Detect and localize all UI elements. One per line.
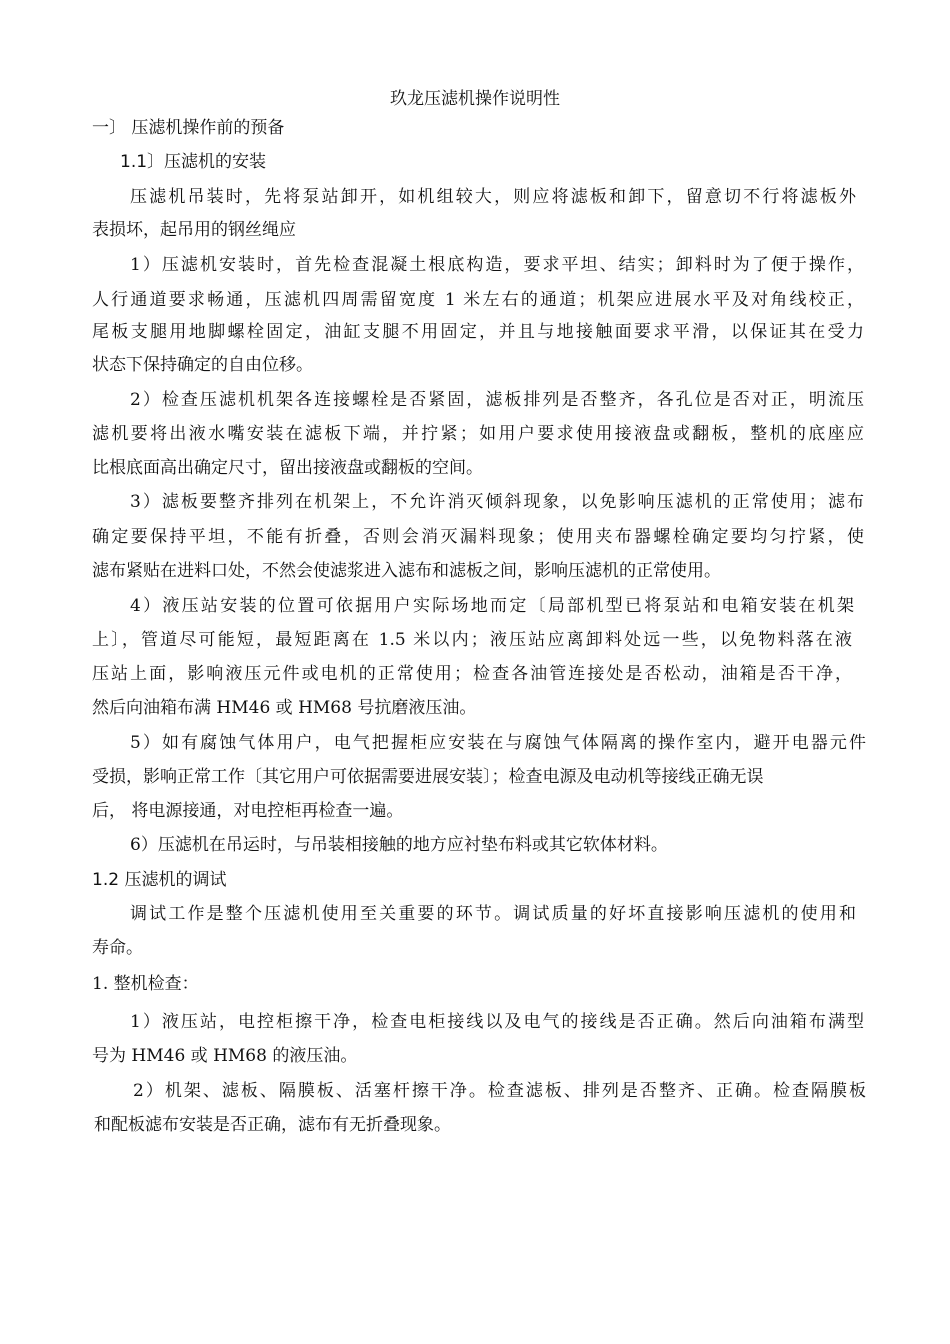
list-item-6-line: 6）压滤机在吊运时，与吊装相接触的地方应衬垫布料或其它软体材料。 <box>130 835 668 855</box>
check-item-2-line: 和配板滤布安装是否正确，滤布有无折叠现象。 <box>94 1115 451 1135</box>
list-item-4-line: 上〕，管道尽可能短，最短距离在 1.5 米以内；液压站应离卸料处远一些，以免物料落在液 <box>92 630 852 650</box>
list-item-5-line: 5）如有腐蚀气体用户，电气把握柜应安装在与腐蚀气体隔离的操作室内，避开电器元件 <box>130 733 866 753</box>
list-item-2-line: 2）检查压滤机机架各连接螺栓是否紧固，滤板排列是否整齐，各孔位是否对正，明流压 <box>130 390 864 410</box>
paragraph-line: 表损坏，起吊用的钢丝绳应 <box>92 220 296 240</box>
subsection-1-2-heading: 1.2 压滤机的调试 <box>92 870 227 890</box>
list-item-2-line: 比根底面高出确定尺寸，留出接液盘或翻板的空间。 <box>92 458 483 478</box>
check-item-1-line: 号为 HM46 或 HM68 的液压油。 <box>92 1046 358 1066</box>
document-title: 玖龙压滤机操作说明性 <box>390 89 560 109</box>
list-item-3-line: 确定要保持平坦，不能有折叠，否则会消灭漏料现象；使用夹布器螺栓确定要均匀拧紧，使 <box>92 527 864 547</box>
list-item-4-line: 然后向油箱布满 HM46 或 HM68 号抗磨液压油。 <box>92 698 477 718</box>
paragraph-line: 寿命。 <box>92 938 143 958</box>
list-item-4-line: 4）液压站安装的位置可依据用户实际场地而定〔局部机型已将泵站和电箱安装在机架 <box>130 596 854 616</box>
list-item-1-line: 尾板支腿用地脚螺栓固定，油缸支腿不用固定，并且与地接触面要求平滑，以保证其在受力 <box>92 322 864 342</box>
check-heading: 1. 整机检查： <box>92 974 199 994</box>
list-item-1-line: 状态下保持确定的自由位移。 <box>92 355 313 375</box>
list-item-3-line: 滤布紧贴在进料口处，不然会使滤浆进入滤布和滤板之间，影响压滤机的正常使用。 <box>92 561 721 581</box>
subsection-1-1-heading: 1.1〕压滤机的安装 <box>120 152 267 172</box>
section-1-heading: 一〕 压滤机操作前的预备 <box>92 118 285 138</box>
check-item-2-line: 2）机架、滤板、隔膜板、活塞杆擦干净。检查滤板、排列是否整齐、正确。检查隔膜板 <box>133 1081 866 1101</box>
list-item-3-line: 3）滤板要整齐排列在机架上，不允许消灭倾斜现象，以免影响压滤机的正常使用；滤布 <box>130 492 864 512</box>
paragraph-line: 调试工作是整个压滤机使用至关重要的环节。调试质量的好坏直接影响压滤机的使用和 <box>130 904 856 924</box>
list-item-2-line: 滤机要将出液水嘴安装在滤板下端，并拧紧；如用户要求使用接液盘或翻板，整机的底座应 <box>92 424 864 444</box>
list-item-1-line: 人行通道要求畅通，压滤机四周需留宽度 1 米左右的通道；机架应进展水平及对角线校正， <box>92 290 864 310</box>
check-item-1-line: 1）液压站，电控柜擦干净，检查电柜接线以及电气的接线是否正确。然后向油箱布满型 <box>130 1012 864 1032</box>
list-item-5-line: 后， 将电源接通，对电控柜再检查一遍。 <box>92 801 404 821</box>
paragraph-line: 压滤机吊装时，先将泵站卸开，如机组较大，则应将滤板和卸下，留意切不行将滤板外 <box>130 187 856 207</box>
list-item-5-line: 受损，影响正常工作〔其它用户可依据需要进展安装〕；检查电源及电动机等接线正确无误 <box>92 767 764 787</box>
list-item-4-line: 压站上面，影响液压元件或电机的正常使用；检查各油管连接处是否松动，油箱是否干净， <box>92 664 852 684</box>
list-item-1-line: 1）压滤机安装时，首先检查混凝土根底构造，要求平坦、结实；卸料时为了便于操作， <box>130 255 864 275</box>
